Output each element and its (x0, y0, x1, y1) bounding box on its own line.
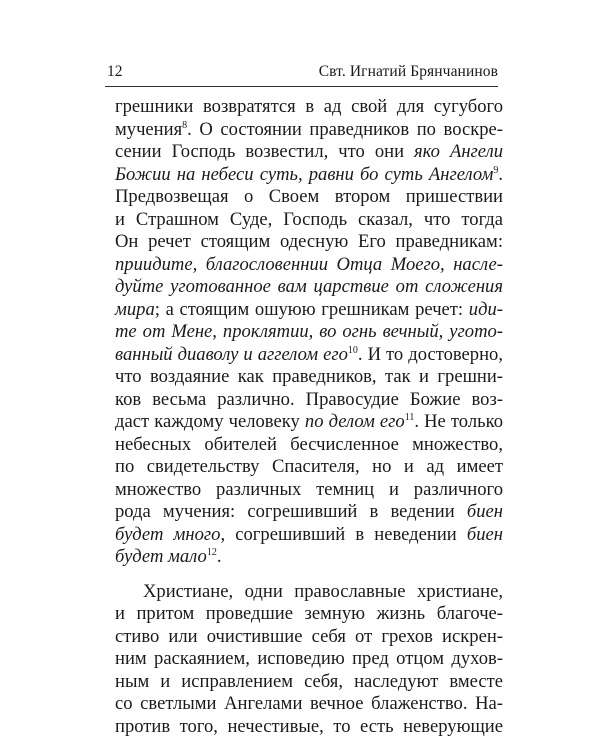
text-line (115, 299, 503, 322)
text-line (115, 693, 503, 716)
text-line (115, 456, 503, 479)
text-run: ков весьма различно. Правосудие Божие воз- (115, 388, 503, 410)
text-line (115, 344, 503, 367)
text-run: небесных обителей бесчисленное множество, (115, 433, 503, 455)
text-run: ним раскаянием, исповедию пред отцом духов- (115, 648, 503, 669)
text-run: со светлыми Ангелами вечное блаженство. На- (115, 693, 503, 714)
text-run: ; а стоящим ошуюю грешникам речет: (154, 298, 469, 320)
text-run: множество различных темниц и различного (115, 478, 503, 500)
text-run: по свидетельству Спасителя, но и ад имеет (115, 456, 503, 477)
footnote-ref: 10 (347, 344, 358, 356)
page-number: 12 (107, 63, 123, 80)
footnote-ref: 11 (404, 411, 415, 423)
text-line (115, 119, 503, 142)
text-line (115, 141, 503, 164)
italic-quote: ванный диаволу и аггелом его (115, 343, 348, 365)
text-run: . О состоянии праведников по воскре- (187, 118, 503, 140)
text-run: и Страшном Суде, Господь сказал, что тогда (115, 208, 503, 230)
footnote-ref: 8 (182, 119, 188, 131)
footnote-ref: 12 (206, 546, 217, 558)
text-line (115, 524, 503, 547)
body-text (115, 96, 503, 738)
text-line (115, 366, 503, 389)
running-title: Свт. Игнатий Брянчанинов (318, 63, 498, 80)
text-run: . Не только (414, 411, 503, 432)
italic-quote: биен (466, 501, 503, 522)
text-line (115, 434, 503, 457)
text-run: стиво или очистившие себя от грехов искрен- (115, 625, 503, 647)
text-line (115, 626, 503, 649)
text-run: рода мучения: согрешивший в ведении (115, 501, 467, 522)
text-run: мучения (115, 118, 183, 140)
text-run: даст каждому человеку (115, 411, 305, 432)
page-header (105, 62, 498, 82)
text-line (115, 254, 503, 277)
italic-quote: Божии на небеси суть, равни бо суть Ангелом (115, 163, 494, 185)
italic-quote: дуйте уготованное вам царствие от сложения (115, 276, 503, 297)
text-line (115, 648, 503, 671)
italic-quote: иди- (468, 298, 503, 320)
header-rule (105, 86, 498, 87)
text-run: и притом проведшие земную жизнь благоче- (115, 603, 503, 624)
text-run: , согрешивший в неведении (220, 523, 467, 545)
text-line (115, 716, 503, 739)
text-line (115, 96, 503, 119)
paragraph-gap (115, 569, 503, 581)
text-run: ным и исправлением себя, наследуют вместе (115, 670, 503, 692)
text-line (115, 231, 503, 254)
text-line (115, 671, 503, 694)
paragraph (115, 96, 503, 569)
text-line (115, 276, 503, 299)
text-run: против того, нечестивые, то есть неверующие (115, 715, 503, 737)
italic-quote: будет много (115, 523, 221, 545)
text-run: что воздаяние как праведников, так и грешни- (115, 366, 503, 387)
text-line (115, 411, 503, 434)
footnote-ref: 9 (493, 164, 499, 176)
text-line (115, 479, 503, 502)
text-line (115, 546, 503, 569)
text-run: Он речет стоящим одесную Его праведникам: (115, 231, 503, 252)
italic-quote: по делом его (304, 411, 405, 432)
text-run: Христиане, одни православные христиане, (143, 580, 503, 602)
text-line (115, 186, 503, 209)
text-run: . И то достоверно, (357, 343, 503, 365)
italic-quote: будет мало (115, 546, 207, 567)
italic-quote: приидите, благословеннии Отца Моего, насле- (115, 253, 503, 275)
text-run: . (216, 546, 222, 567)
text-line (115, 581, 503, 604)
italic-quote: яко Ангели (414, 141, 503, 162)
text-run: . (498, 163, 503, 185)
text-line (115, 389, 503, 412)
text-line (115, 321, 503, 344)
text-line (115, 209, 503, 232)
text-run: сении Господь возвестил, что они (115, 141, 415, 162)
text-run: Предвозвещая о Своем втором пришествии (115, 186, 503, 207)
text-line (115, 164, 503, 187)
text-run: грешники возвратятся в ад свой для сугубого (115, 96, 503, 117)
italic-quote: биен (466, 523, 503, 545)
text-line (115, 603, 503, 626)
italic-quote: мира (115, 298, 155, 320)
italic-quote: те от Мене, проклятии, во огнь вечный, угото- (115, 321, 503, 342)
paragraph (115, 581, 503, 739)
text-line (115, 501, 503, 524)
